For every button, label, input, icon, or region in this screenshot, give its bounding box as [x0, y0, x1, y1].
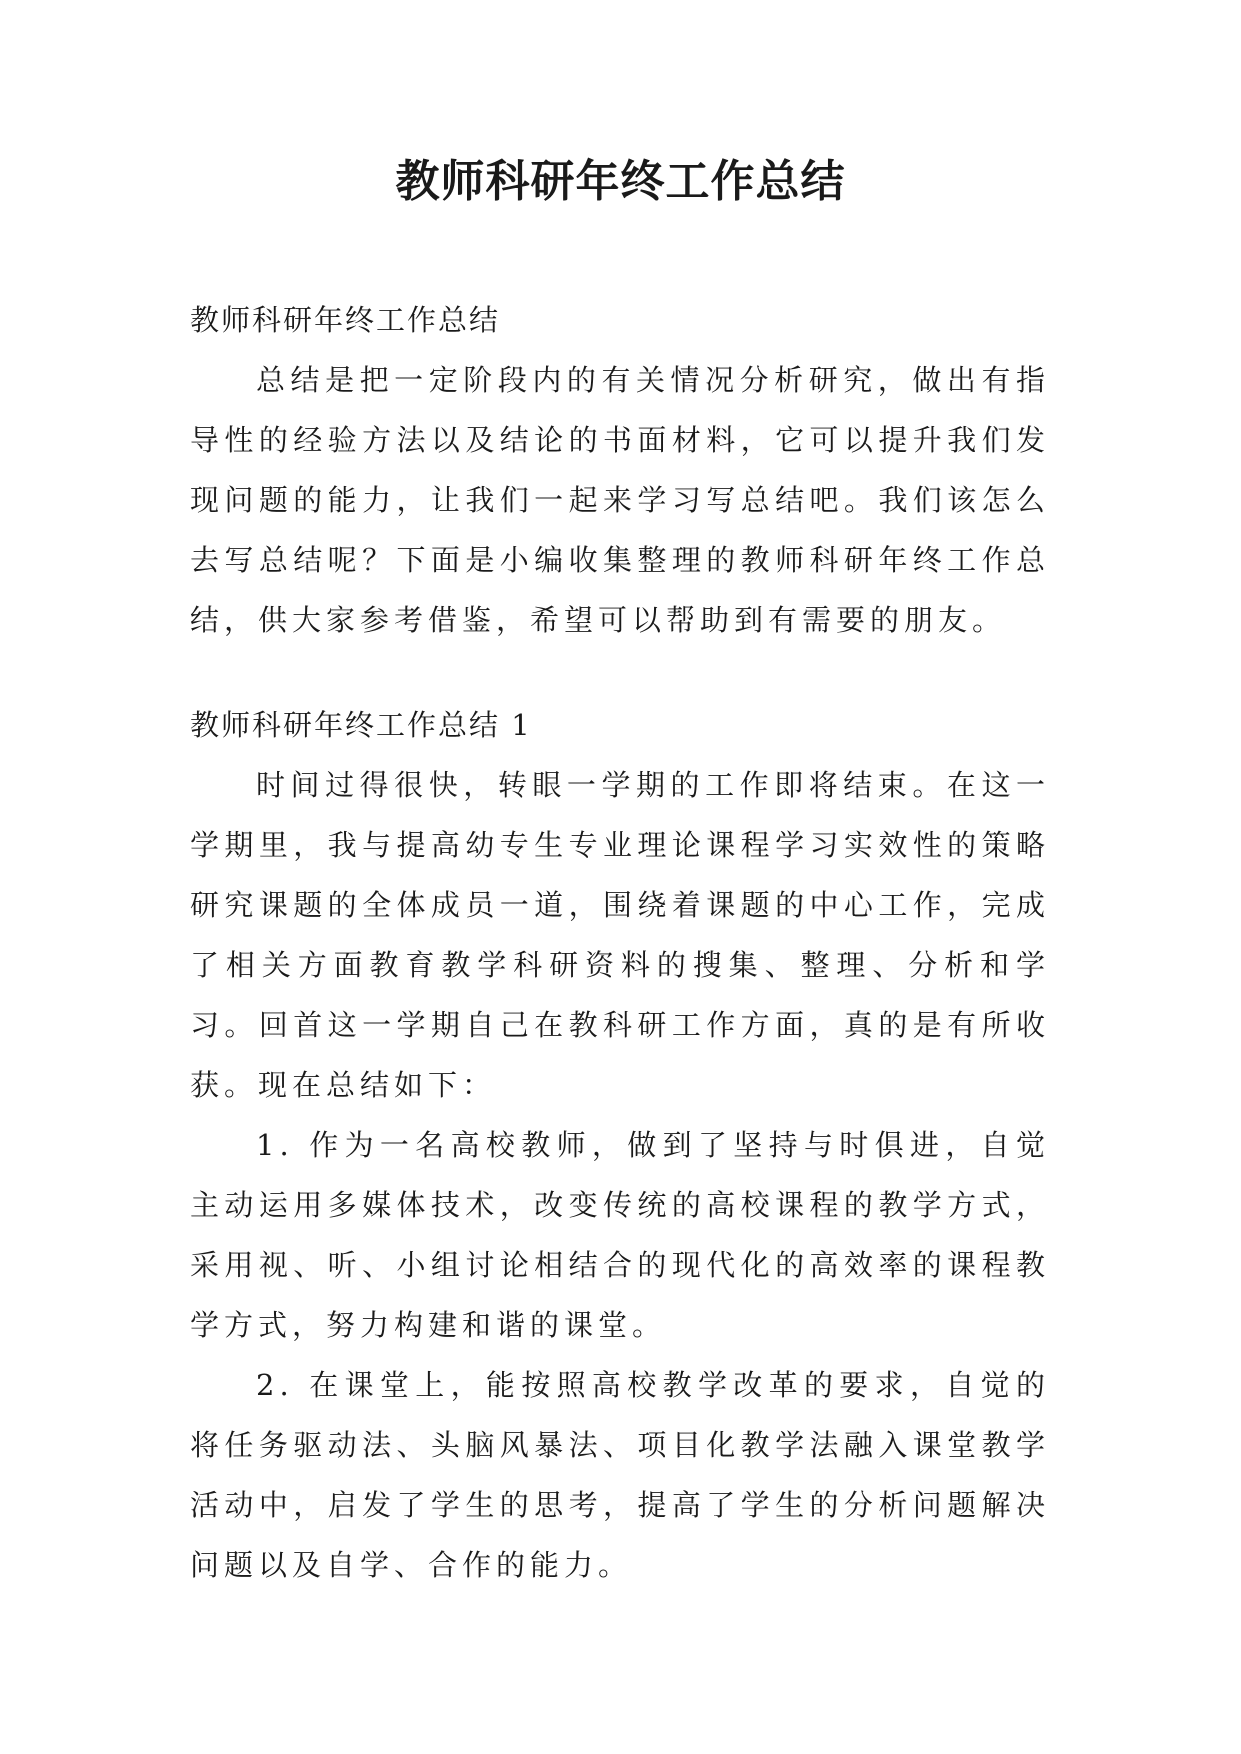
intro-paragraph: 总结是把一定阶段内的有关情况分析研究，做出有指导性的经验方法以及结论的书面材料，它可以提升我们发现问题的能力，让我们一起来学习写总结吧。我们该怎么去写总结呢？下面是小编收集整理的教师科研年终工作总结，供大家参考借鉴，希望可以帮助到有需要的朋友。 [190, 363, 1050, 637]
section-1-paragraph-2: 1. 作为一名高校教师，做到了坚持与时俱进，自觉主动运用多媒体技术，改变传统的高校课程的教学方式，采用视、听、小组讨论相结合的现代化的高效率的课程教学方式，努力构建和谐的课堂。 [190, 1128, 1050, 1342]
section-1-heading: 教师科研年终工作总结 1 [190, 708, 532, 742]
section-gap [190, 650, 1050, 695]
document-body [190, 290, 1050, 1595]
section-1-paragraph-3: 2. 在课堂上，能按照高校教学改革的要求，自觉的将任务驱动法、头脑风暴法、项目化教学法融入课堂教学活动中，启发了学生的思考，提高了学生的分析问题解决问题以及自学、合作的能力。 [190, 1368, 1050, 1582]
document-title: 教师科研年终工作总结 [395, 156, 846, 207]
intro-heading: 教师科研年终工作总结 [190, 303, 501, 337]
section-1-paragraph-1: 时间过得很快，转眼一学期的工作即将结束。在这一学期里，我与提高幼专生专业理论课程学习实效性的策略研究课题的全体成员一道，围绕着课题的中心工作，完成了相关方面教育教学科研资料的搜集、整理、分析和学习。回首这一学期自己在教科研工作方面，真的是有所收获。现在总结如下： [190, 768, 1050, 1102]
